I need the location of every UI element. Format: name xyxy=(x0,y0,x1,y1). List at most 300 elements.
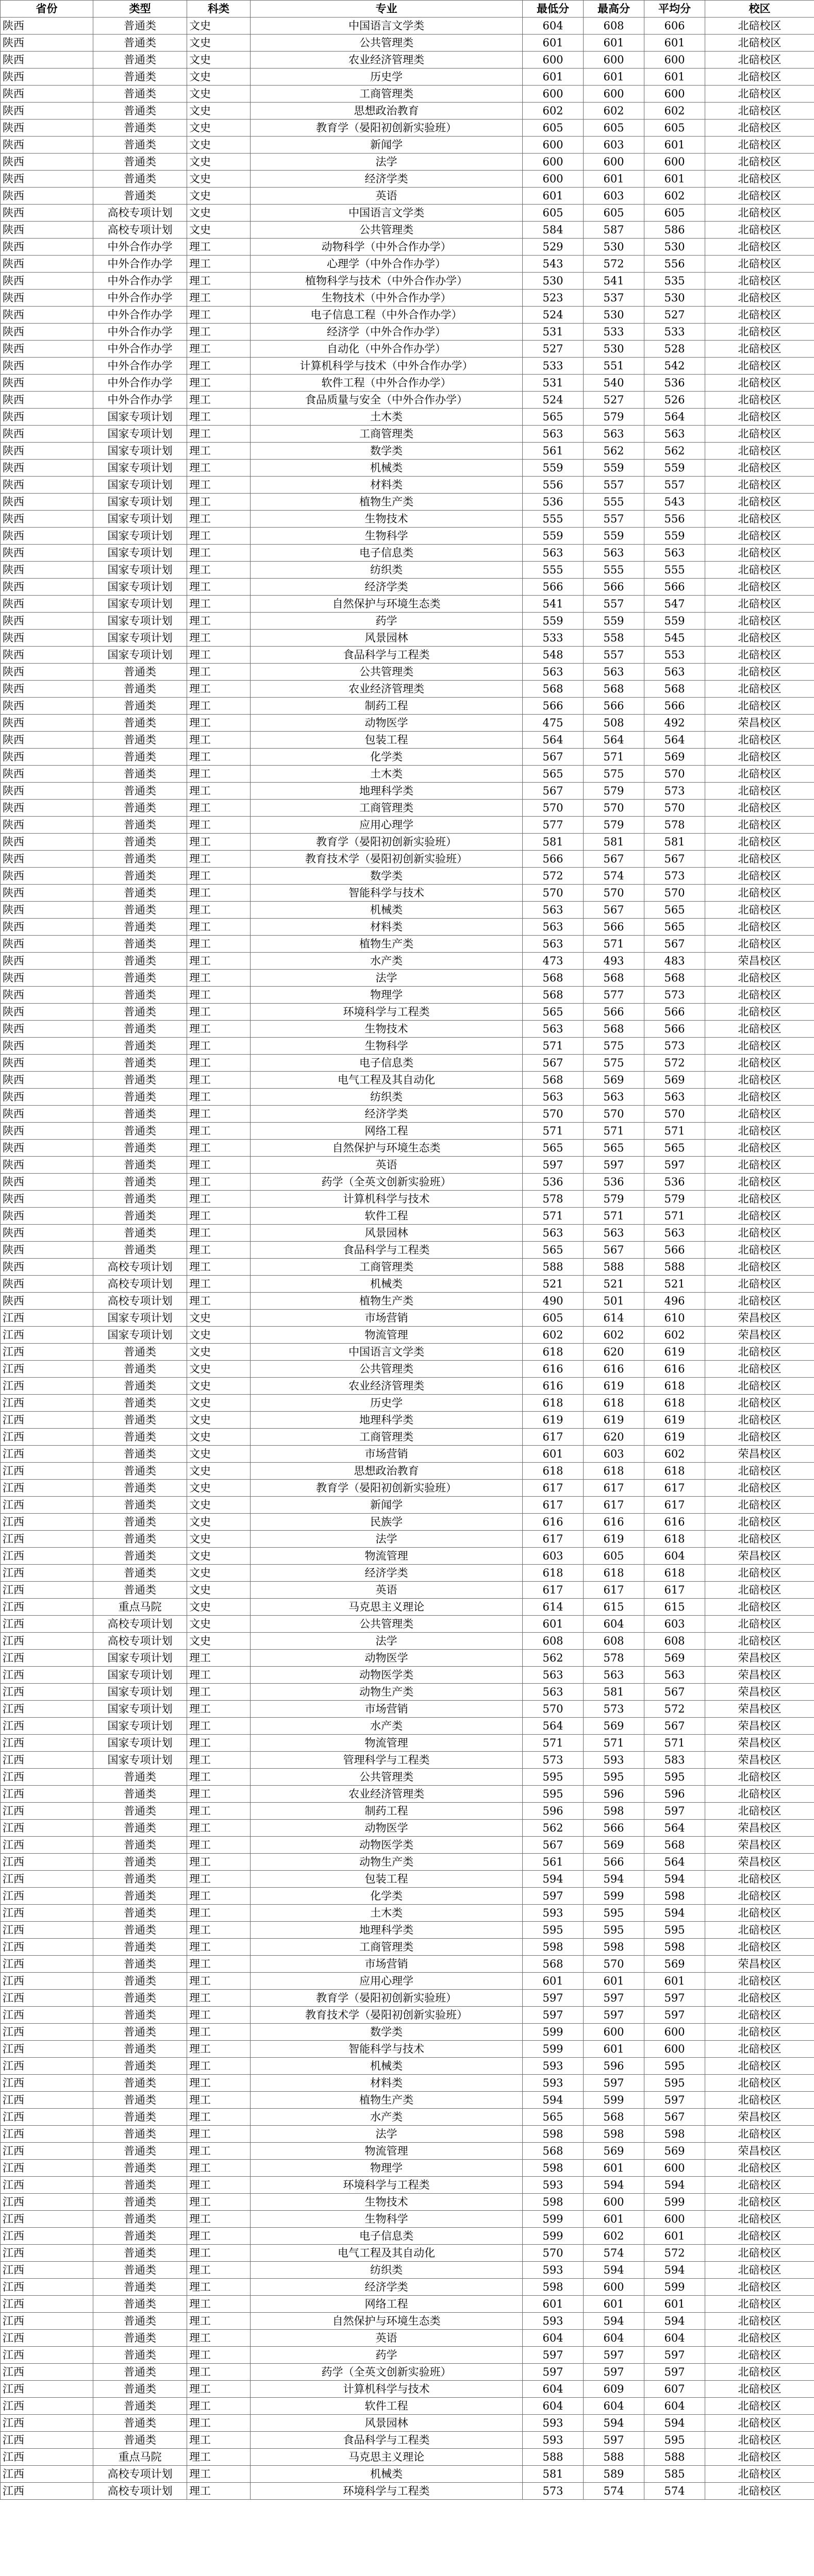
table-row xyxy=(1,1259,814,1276)
campus-cell: 北碚校区 xyxy=(705,1888,814,1905)
campus-cell: 北碚校区 xyxy=(705,511,814,528)
avg-score-cell: 598 xyxy=(644,1888,705,1905)
avg-score-cell: 601 xyxy=(644,1973,705,1990)
major-cell: 智能科学与技术 xyxy=(251,885,523,902)
min-score-cell: 598 xyxy=(523,2160,584,2177)
table-row xyxy=(1,103,814,120)
campus-cell: 北碚校区 xyxy=(705,2364,814,2381)
column-header-min-score: 最低分 xyxy=(523,1,584,18)
table-row xyxy=(1,902,814,919)
avg-score-cell: 586 xyxy=(644,222,705,239)
province-cell: 陕西 xyxy=(1,732,93,749)
avg-score-cell: 496 xyxy=(644,1293,705,1310)
province-cell: 陕西 xyxy=(1,1106,93,1123)
subject-cell: 理工 xyxy=(187,2466,251,2483)
campus-cell: 北碚校区 xyxy=(705,1293,814,1310)
min-score-cell: 475 xyxy=(523,715,584,732)
province-cell: 江西 xyxy=(1,1939,93,1956)
table-row xyxy=(1,222,814,239)
min-score-cell: 573 xyxy=(523,2483,584,2500)
max-score-cell: 579 xyxy=(584,1191,644,1208)
max-score-cell: 521 xyxy=(584,1276,644,1293)
type-cell: 普通类 xyxy=(93,953,187,970)
campus-cell: 北碚校区 xyxy=(705,1089,814,1106)
major-cell: 经济学类 xyxy=(251,171,523,188)
max-score-cell: 596 xyxy=(584,2058,644,2075)
max-score-cell: 571 xyxy=(584,1123,644,1140)
type-cell: 高校专项计划 xyxy=(93,2466,187,2483)
min-score-cell: 572 xyxy=(523,868,584,885)
max-score-cell: 598 xyxy=(584,1803,644,1820)
type-cell: 中外合作办学 xyxy=(93,256,187,273)
avg-score-cell: 600 xyxy=(644,2211,705,2228)
min-score-cell: 597 xyxy=(523,2364,584,2381)
max-score-cell: 616 xyxy=(584,1514,644,1531)
subject-cell: 文史 xyxy=(187,154,251,171)
campus-cell: 北碚校区 xyxy=(705,528,814,545)
campus-cell: 北碚校区 xyxy=(705,545,814,562)
type-cell: 普通类 xyxy=(93,715,187,732)
campus-cell: 北碚校区 xyxy=(705,1769,814,1786)
table-row xyxy=(1,2024,814,2041)
table-row xyxy=(1,239,814,256)
campus-cell: 荣昌校区 xyxy=(705,1548,814,1565)
avg-score-cell: 574 xyxy=(644,2483,705,2500)
avg-score-cell: 573 xyxy=(644,1038,705,1055)
province-cell: 江西 xyxy=(1,1786,93,1803)
table-row xyxy=(1,2381,814,2398)
min-score-cell: 616 xyxy=(523,1514,584,1531)
campus-cell: 北碚校区 xyxy=(705,120,814,137)
avg-score-cell: 535 xyxy=(644,273,705,290)
province-cell: 陕西 xyxy=(1,1191,93,1208)
min-score-cell: 527 xyxy=(523,341,584,358)
campus-cell: 荣昌校区 xyxy=(705,1735,814,1752)
table-row xyxy=(1,273,814,290)
min-score-cell: 570 xyxy=(523,800,584,817)
subject-cell: 理工 xyxy=(187,783,251,800)
max-score-cell: 568 xyxy=(584,1021,644,1038)
max-score-cell: 530 xyxy=(584,239,644,256)
avg-score-cell: 533 xyxy=(644,324,705,341)
min-score-cell: 533 xyxy=(523,630,584,647)
max-score-cell: 598 xyxy=(584,2126,644,2143)
table-row xyxy=(1,766,814,783)
min-score-cell: 577 xyxy=(523,817,584,834)
major-cell: 经济学类 xyxy=(251,579,523,596)
table-row xyxy=(1,171,814,188)
max-score-cell: 617 xyxy=(584,1497,644,1514)
subject-cell: 理工 xyxy=(187,2143,251,2160)
subject-cell: 文史 xyxy=(187,52,251,69)
province-cell: 陕西 xyxy=(1,137,93,154)
min-score-cell: 617 xyxy=(523,1582,584,1599)
province-cell: 陕西 xyxy=(1,35,93,52)
max-score-cell: 558 xyxy=(584,630,644,647)
subject-cell: 理工 xyxy=(187,1973,251,1990)
table-row xyxy=(1,1973,814,1990)
type-cell: 普通类 xyxy=(93,1854,187,1871)
major-cell: 市场营销 xyxy=(251,1701,523,1718)
subject-cell: 理工 xyxy=(187,460,251,477)
avg-score-cell: 594 xyxy=(644,2415,705,2432)
table-row xyxy=(1,647,814,664)
type-cell: 普通类 xyxy=(93,851,187,868)
table-row xyxy=(1,1497,814,1514)
table-row xyxy=(1,919,814,936)
province-cell: 陕西 xyxy=(1,1208,93,1225)
province-cell: 陕西 xyxy=(1,851,93,868)
max-score-cell: 597 xyxy=(584,1990,644,2007)
max-score-cell: 570 xyxy=(584,800,644,817)
major-cell: 水产类 xyxy=(251,2109,523,2126)
type-cell: 中外合作办学 xyxy=(93,358,187,375)
max-score-cell: 493 xyxy=(584,953,644,970)
subject-cell: 理工 xyxy=(187,273,251,290)
type-cell: 国家专项计划 xyxy=(93,596,187,613)
type-cell: 普通类 xyxy=(93,171,187,188)
max-score-cell: 575 xyxy=(584,1055,644,1072)
avg-score-cell: 588 xyxy=(644,2449,705,2466)
type-cell: 普通类 xyxy=(93,970,187,987)
major-cell: 食品科学与工程类 xyxy=(251,647,523,664)
avg-score-cell: 602 xyxy=(644,1446,705,1463)
type-cell: 国家专项计划 xyxy=(93,647,187,664)
type-cell: 中外合作办学 xyxy=(93,290,187,307)
min-score-cell: 570 xyxy=(523,885,584,902)
type-cell: 高校专项计划 xyxy=(93,222,187,239)
max-score-cell: 557 xyxy=(584,647,644,664)
major-cell: 食品科学与工程类 xyxy=(251,1242,523,1259)
province-cell: 陕西 xyxy=(1,528,93,545)
type-cell: 普通类 xyxy=(93,936,187,953)
max-score-cell: 563 xyxy=(584,1667,644,1684)
column-header-avg-score: 平均分 xyxy=(644,1,705,18)
province-cell: 江西 xyxy=(1,2449,93,2466)
table-row xyxy=(1,2279,814,2296)
type-cell: 普通类 xyxy=(93,1888,187,1905)
min-score-cell: 524 xyxy=(523,392,584,409)
province-cell: 江西 xyxy=(1,2398,93,2415)
major-cell: 民族学 xyxy=(251,1514,523,1531)
min-score-cell: 533 xyxy=(523,358,584,375)
type-cell: 普通类 xyxy=(93,2075,187,2092)
max-score-cell: 581 xyxy=(584,1684,644,1701)
avg-score-cell: 600 xyxy=(644,154,705,171)
campus-cell: 北碚校区 xyxy=(705,970,814,987)
province-cell: 江西 xyxy=(1,1463,93,1480)
major-cell: 法学 xyxy=(251,154,523,171)
max-score-cell: 574 xyxy=(584,868,644,885)
table-row xyxy=(1,1769,814,1786)
campus-cell: 荣昌校区 xyxy=(705,1956,814,1973)
subject-cell: 理工 xyxy=(187,613,251,630)
max-score-cell: 618 xyxy=(584,1463,644,1480)
type-cell: 普通类 xyxy=(93,2058,187,2075)
min-score-cell: 594 xyxy=(523,2092,584,2109)
type-cell: 普通类 xyxy=(93,1004,187,1021)
campus-cell: 北碚校区 xyxy=(705,664,814,681)
subject-cell: 文史 xyxy=(187,1361,251,1378)
type-cell: 国家专项计划 xyxy=(93,409,187,426)
table-row xyxy=(1,1344,814,1361)
type-cell: 中外合作办学 xyxy=(93,273,187,290)
table-row xyxy=(1,2177,814,2194)
avg-score-cell: 601 xyxy=(644,2296,705,2313)
province-cell: 陕西 xyxy=(1,307,93,324)
table-row xyxy=(1,426,814,443)
min-score-cell: 555 xyxy=(523,511,584,528)
subject-cell: 理工 xyxy=(187,766,251,783)
subject-cell: 理工 xyxy=(187,1752,251,1769)
major-cell: 网络工程 xyxy=(251,2296,523,2313)
subject-cell: 理工 xyxy=(187,2296,251,2313)
type-cell: 高校专项计划 xyxy=(93,1276,187,1293)
min-score-cell: 601 xyxy=(523,1446,584,1463)
major-cell: 动物医学 xyxy=(251,715,523,732)
province-cell: 陕西 xyxy=(1,919,93,936)
province-cell: 陕西 xyxy=(1,154,93,171)
province-cell: 陕西 xyxy=(1,18,93,35)
major-cell: 法学 xyxy=(251,1531,523,1548)
province-cell: 陕西 xyxy=(1,69,93,86)
subject-cell: 理工 xyxy=(187,409,251,426)
table-row xyxy=(1,1446,814,1463)
subject-cell: 理工 xyxy=(187,936,251,953)
campus-cell: 北碚校区 xyxy=(705,2092,814,2109)
min-score-cell: 562 xyxy=(523,1820,584,1837)
min-score-cell: 617 xyxy=(523,1429,584,1446)
min-score-cell: 563 xyxy=(523,664,584,681)
campus-cell: 北碚校区 xyxy=(705,256,814,273)
avg-score-cell: 600 xyxy=(644,52,705,69)
min-score-cell: 597 xyxy=(523,2347,584,2364)
table-row xyxy=(1,1684,814,1701)
min-score-cell: 561 xyxy=(523,1854,584,1871)
province-cell: 江西 xyxy=(1,1990,93,2007)
type-cell: 国家专项计划 xyxy=(93,443,187,460)
major-cell: 物流管理 xyxy=(251,1327,523,1344)
avg-score-cell: 547 xyxy=(644,596,705,613)
avg-score-cell: 566 xyxy=(644,1021,705,1038)
campus-cell: 北碚校区 xyxy=(705,426,814,443)
type-cell: 普通类 xyxy=(93,2126,187,2143)
max-score-cell: 579 xyxy=(584,783,644,800)
table-row xyxy=(1,2228,814,2245)
avg-score-cell: 567 xyxy=(644,936,705,953)
max-score-cell: 602 xyxy=(584,1327,644,1344)
table-row xyxy=(1,1463,814,1480)
table-row xyxy=(1,749,814,766)
subject-cell: 理工 xyxy=(187,2245,251,2262)
table-row xyxy=(1,987,814,1004)
subject-cell: 理工 xyxy=(187,885,251,902)
province-cell: 江西 xyxy=(1,1378,93,1395)
table-row xyxy=(1,511,814,528)
province-cell: 江西 xyxy=(1,2347,93,2364)
province-cell: 江西 xyxy=(1,1599,93,1616)
min-score-cell: 593 xyxy=(523,1905,584,1922)
province-cell: 江西 xyxy=(1,1701,93,1718)
avg-score-cell: 567 xyxy=(644,2109,705,2126)
avg-score-cell: 600 xyxy=(644,2160,705,2177)
major-cell: 公共管理类 xyxy=(251,35,523,52)
campus-cell: 北碚校区 xyxy=(705,52,814,69)
table-row xyxy=(1,1786,814,1803)
min-score-cell: 564 xyxy=(523,732,584,749)
subject-cell: 理工 xyxy=(187,749,251,766)
subject-cell: 文史 xyxy=(187,1327,251,1344)
avg-score-cell: 618 xyxy=(644,1531,705,1548)
province-cell: 陕西 xyxy=(1,902,93,919)
min-score-cell: 604 xyxy=(523,2381,584,2398)
avg-score-cell: 570 xyxy=(644,885,705,902)
avg-score-cell: 569 xyxy=(644,1650,705,1667)
avg-score-cell: 605 xyxy=(644,120,705,137)
avg-score-cell: 603 xyxy=(644,1616,705,1633)
major-cell: 工商管理类 xyxy=(251,426,523,443)
table-header-row xyxy=(1,1,814,18)
subject-cell: 理工 xyxy=(187,511,251,528)
major-cell: 物理学 xyxy=(251,2160,523,2177)
major-cell: 风景园林 xyxy=(251,630,523,647)
subject-cell: 理工 xyxy=(187,715,251,732)
province-cell: 江西 xyxy=(1,1735,93,1752)
max-score-cell: 597 xyxy=(584,2075,644,2092)
subject-cell: 理工 xyxy=(187,545,251,562)
type-cell: 普通类 xyxy=(93,1769,187,1786)
campus-cell: 北碚校区 xyxy=(705,1803,814,1820)
max-score-cell: 570 xyxy=(584,1106,644,1123)
province-cell: 江西 xyxy=(1,1752,93,1769)
max-score-cell: 557 xyxy=(584,511,644,528)
avg-score-cell: 571 xyxy=(644,1208,705,1225)
type-cell: 普通类 xyxy=(93,1446,187,1463)
subject-cell: 理工 xyxy=(187,1769,251,1786)
max-score-cell: 559 xyxy=(584,528,644,545)
avg-score-cell: 569 xyxy=(644,2143,705,2160)
max-score-cell: 604 xyxy=(584,1616,644,1633)
subject-cell: 理工 xyxy=(187,2262,251,2279)
major-cell: 生物技术 xyxy=(251,511,523,528)
campus-cell: 荣昌校区 xyxy=(705,1837,814,1854)
max-score-cell: 617 xyxy=(584,1480,644,1497)
major-cell: 应用心理学 xyxy=(251,1973,523,1990)
subject-cell: 理工 xyxy=(187,1718,251,1735)
major-cell: 植物生产类 xyxy=(251,494,523,511)
avg-score-cell: 600 xyxy=(644,2041,705,2058)
major-cell: 纺织类 xyxy=(251,562,523,579)
province-cell: 江西 xyxy=(1,2075,93,2092)
major-cell: 应用心理学 xyxy=(251,817,523,834)
campus-cell: 北碚校区 xyxy=(705,2228,814,2245)
max-score-cell: 589 xyxy=(584,2466,644,2483)
major-cell: 植物生产类 xyxy=(251,2092,523,2109)
campus-cell: 北碚校区 xyxy=(705,1429,814,1446)
subject-cell: 文史 xyxy=(187,1378,251,1395)
province-cell: 江西 xyxy=(1,2313,93,2330)
min-score-cell: 581 xyxy=(523,2466,584,2483)
table-row xyxy=(1,1310,814,1327)
max-score-cell: 599 xyxy=(584,1888,644,1905)
avg-score-cell: 619 xyxy=(644,1412,705,1429)
min-score-cell: 588 xyxy=(523,2449,584,2466)
province-cell: 陕西 xyxy=(1,188,93,205)
major-cell: 植物生产类 xyxy=(251,936,523,953)
type-cell: 普通类 xyxy=(93,681,187,698)
type-cell: 普通类 xyxy=(93,766,187,783)
min-score-cell: 566 xyxy=(523,698,584,715)
type-cell: 高校专项计划 xyxy=(93,1293,187,1310)
major-cell: 包装工程 xyxy=(251,732,523,749)
type-cell: 普通类 xyxy=(93,1786,187,1803)
table-row xyxy=(1,1837,814,1854)
province-cell: 江西 xyxy=(1,2245,93,2262)
table-row xyxy=(1,800,814,817)
min-score-cell: 597 xyxy=(523,2007,584,2024)
avg-score-cell: 566 xyxy=(644,1004,705,1021)
type-cell: 普通类 xyxy=(93,2143,187,2160)
avg-score-cell: 597 xyxy=(644,2007,705,2024)
type-cell: 普通类 xyxy=(93,35,187,52)
min-score-cell: 618 xyxy=(523,1565,584,1582)
min-score-cell: 595 xyxy=(523,1786,584,1803)
subject-cell: 文史 xyxy=(187,1616,251,1633)
type-cell: 普通类 xyxy=(93,2347,187,2364)
max-score-cell: 596 xyxy=(584,1786,644,1803)
avg-score-cell: 599 xyxy=(644,2194,705,2211)
type-cell: 国家专项计划 xyxy=(93,613,187,630)
type-cell: 普通类 xyxy=(93,2415,187,2432)
table-row xyxy=(1,2347,814,2364)
min-score-cell: 599 xyxy=(523,2041,584,2058)
type-cell: 普通类 xyxy=(93,1497,187,1514)
major-cell: 风景园林 xyxy=(251,2415,523,2432)
max-score-cell: 571 xyxy=(584,749,644,766)
major-cell: 中国语言文学类 xyxy=(251,205,523,222)
campus-cell: 北碚校区 xyxy=(705,1225,814,1242)
subject-cell: 文史 xyxy=(187,1412,251,1429)
avg-score-cell: 568 xyxy=(644,681,705,698)
subject-cell: 理工 xyxy=(187,1990,251,2007)
min-score-cell: 548 xyxy=(523,647,584,664)
avg-score-cell: 601 xyxy=(644,35,705,52)
min-score-cell: 490 xyxy=(523,1293,584,1310)
avg-score-cell: 600 xyxy=(644,86,705,103)
province-cell: 陕西 xyxy=(1,324,93,341)
table-row xyxy=(1,2432,814,2449)
max-score-cell: 566 xyxy=(584,1854,644,1871)
table-row xyxy=(1,1650,814,1667)
campus-cell: 北碚校区 xyxy=(705,273,814,290)
table-row xyxy=(1,1905,814,1922)
subject-cell: 文史 xyxy=(187,1310,251,1327)
province-cell: 陕西 xyxy=(1,409,93,426)
major-cell: 法学 xyxy=(251,1633,523,1650)
major-cell: 纺织类 xyxy=(251,2262,523,2279)
table-row xyxy=(1,290,814,307)
major-cell: 经济学类 xyxy=(251,1565,523,1582)
province-cell: 陕西 xyxy=(1,613,93,630)
max-score-cell: 577 xyxy=(584,987,644,1004)
max-score-cell: 601 xyxy=(584,171,644,188)
max-score-cell: 595 xyxy=(584,1905,644,1922)
avg-score-cell: 528 xyxy=(644,341,705,358)
subject-cell: 理工 xyxy=(187,2364,251,2381)
province-cell: 陕西 xyxy=(1,443,93,460)
major-cell: 动物生产类 xyxy=(251,1684,523,1701)
max-score-cell: 601 xyxy=(584,2211,644,2228)
